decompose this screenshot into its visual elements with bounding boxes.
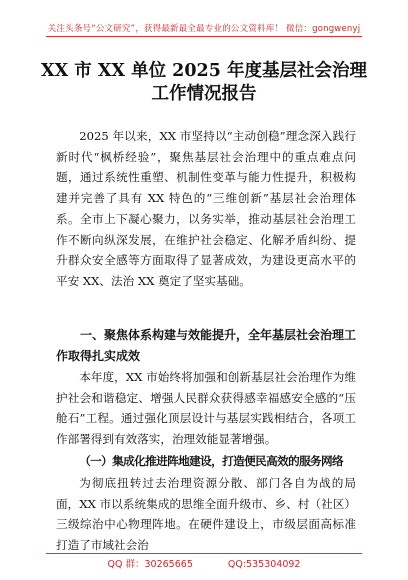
header-divider (46, 36, 362, 37)
footer-qq-group: QQ 群：30265665 (107, 559, 193, 570)
footer-divider (46, 553, 362, 554)
paragraph-section-1: 本年度，XX 市始终将加强和创新基层社会治理作为维护社会和谐稳定、增强人民群众获得感幸福感安全感的“压舱石”工程。通过强化顶层设计与基层实践相结合，各项工作部署得到有效落实，治理效能显著增强。 (56, 370, 356, 447)
document-title: XX 市 XX 单位 2025 年度基层社会治理工作情况报告 (41, 61, 367, 104)
footer-qq: QQ:535304092 (227, 559, 301, 570)
footer (0, 556, 408, 570)
section-heading-1: 一、聚焦体系构建与效能提升，全年基层社会治理工作取得扎实成效 (56, 328, 357, 363)
subsection-heading-1: （一）集成化推进阵地建设，打造便民高效的服务网络 (79, 454, 344, 468)
header-banner: 关注头条号“公文研究”，获得最新最全最专业的公文资料库！ 微信：gongwenyj (47, 24, 361, 34)
paragraph-intro: 2025 年以来，XX 市坚持以“主动创稳”理念深入践行新时代“枫桥经验”，聚焦基层社会治理中的重点难点问题，通过系统性重塑、机制性变革与能力性提升，积极构建并完善了具有 XX 特色的“三维创新”基层社会治理体系。全市上下凝心聚力，以务实举，推动基层社会治理工作不断向纵深发展，在维护社会稳定、化解矛盾纠纷、提升群众安全感等方面取得了显著成效，为建设更高水平的平安 XX、法治 XX 奠定了坚实基础。 (56, 129, 356, 288)
paragraph-subsection-1: 为彻底扭转过去治理资源分散、部门各自为战的局面，XX 市以系统集成的思维全面升级市、乡、村（社区）三级综治中心物理阵地。在硬件建设上，市级层面高标准打造了市域社会治 (56, 476, 356, 553)
